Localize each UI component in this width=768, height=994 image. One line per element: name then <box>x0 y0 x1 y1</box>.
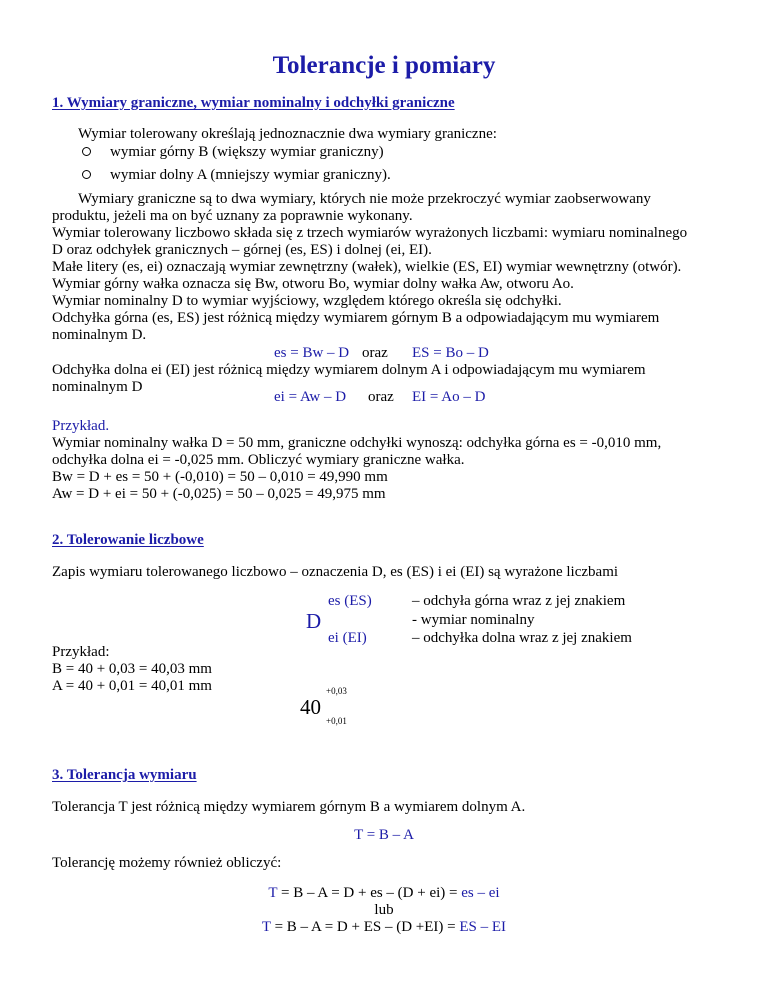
formula-result: ES – EI <box>459 919 507 935</box>
example-notation-lower: +0,01 <box>326 716 347 726</box>
formula-ES: ES = Bo – D <box>412 345 489 361</box>
legend-line: – odchyła górna wraz z jej znakiem <box>412 593 626 609</box>
legend-line: - wymiar nominalny <box>412 612 535 628</box>
tolerance-formula: T = B – A <box>354 827 414 843</box>
paragraph-line: nominalnym D. <box>52 327 147 343</box>
section-1-heading: 1. Wymiary graniczne, wymiar nominalny i odchyłki graniczne <box>52 95 455 111</box>
notation-lower: ei (EI) <box>328 630 367 646</box>
formula-oraz: oraz <box>368 389 394 405</box>
formula-or: lub <box>374 902 394 918</box>
section-1-intro: Wymiar tolerowany określają jednoznacznie dwa wymiary graniczne: <box>78 126 497 142</box>
notation-upper: es (ES) <box>328 593 372 609</box>
paragraph-line: nominalnym D <box>52 379 143 395</box>
example-line: Wymiar nominalny wałka D = 50 mm, graniczne odchyłki wynoszą: odchyłka górna es = -0,010 mm, <box>52 435 662 451</box>
paragraph-line: Odchyłka dolna ei (EI) jest różnicą między wymiarem dolnym A i odpowiadającym mu wymiarem <box>52 362 646 378</box>
section-2-intro: Zapis wymiaru tolerowanego liczbowo – oznaczenia D, es (ES) i ei (EI) są wyrażone liczbami <box>52 564 619 580</box>
example-notation-upper: +0,03 <box>326 686 347 696</box>
formula-t: T <box>261 919 271 935</box>
bullet-item: wymiar górny B (większy wymiar graniczny) <box>110 144 384 160</box>
legend-line: – odchyłka dolna wraz z jej znakiem <box>412 630 632 646</box>
example-label: Przykład: <box>52 644 110 660</box>
tolerance-formula-a <box>0 885 768 902</box>
paragraph-line: produktu, jeżeli ma on być uznany za poprawnie wykonany. <box>52 208 413 224</box>
bullet-item: wymiar dolny A (mniejszy wymiar graniczny). <box>110 167 391 183</box>
example-line: Aw = D + ei = 50 + (-0,025) = 50 – 0,025 = 49,975 mm <box>52 486 386 502</box>
formula-es: es = Bw – D <box>274 345 350 361</box>
formula-t: T <box>268 885 278 901</box>
example-line: Bw = D + es = 50 + (-0,010) = 50 – 0,010 = 49,990 mm <box>52 469 388 485</box>
tolerance-formula-b <box>0 919 768 936</box>
formula-middle: = B – A = D + ES – (D +EI) = <box>270 919 460 935</box>
paragraph-line: Wymiar tolerowany liczbowo składa się z trzech wymiarów wyrażonych liczbami: wymiaru nominalnego <box>52 225 688 241</box>
paragraph-line: Małe litery (es, ei) oznaczają wymiar zewnętrzny (wałek), wielkie (ES, EI) wymiar wewnętrzny (otwór). <box>52 259 682 275</box>
page-title: Tolerancje i pomiary <box>272 52 496 79</box>
example-notation-base: 40 <box>300 695 321 719</box>
paragraph-line: Wymiar górny wałka oznacza się Bw, otworu Bo, wymiar dolny wałka Aw, otworu Ao. <box>52 276 574 292</box>
formula-middle: = B – A = D + es – (D + ei) = <box>277 885 462 901</box>
example-line: A = 40 + 0,01 = 40,01 mm <box>52 678 212 694</box>
paragraph-line: Wymiary graniczne są to dwa wymiary, których nie może przekroczyć wymiar zaobserwowany <box>78 191 651 207</box>
example-label: Przykład. <box>52 418 110 434</box>
formula-result: es – ei <box>461 885 500 901</box>
bullet-circle-icon <box>82 147 91 156</box>
section-3-also: Tolerancję możemy również obliczyć: <box>52 855 282 871</box>
example-line: B = 40 + 0,03 = 40,03 mm <box>52 661 212 677</box>
section-3-intro: Tolerancja T jest różnicą między wymiarem górnym B a wymiarem dolnym A. <box>52 799 526 815</box>
section-3-heading: 3. Tolerancja wymiaru <box>52 767 197 783</box>
paragraph-line: D oraz odchyłek granicznych – górnej (es, ES) i dolnej (ei, EI). <box>52 242 432 258</box>
example-line: odchyłka dolna ei = -0,025 mm. Obliczyć wymiary graniczne wałka. <box>52 452 465 468</box>
section-2-heading: 2. Tolerowanie liczbowe <box>52 532 204 548</box>
paragraph-line: Wymiar nominalny D to wymiar wyjściowy, względem którego określa się odchyłki. <box>52 293 562 309</box>
formula-ei: ei = Aw – D <box>274 389 347 405</box>
notation-base: D <box>306 609 322 633</box>
formula-EI: EI = Ao – D <box>412 389 486 405</box>
bullet-circle-icon <box>82 170 91 179</box>
formula-oraz: oraz <box>362 345 388 361</box>
paragraph-line: Odchyłka górna (es, ES) jest różnicą między wymiarem górnym B a odpowiadającym mu wymiarem <box>52 310 660 326</box>
